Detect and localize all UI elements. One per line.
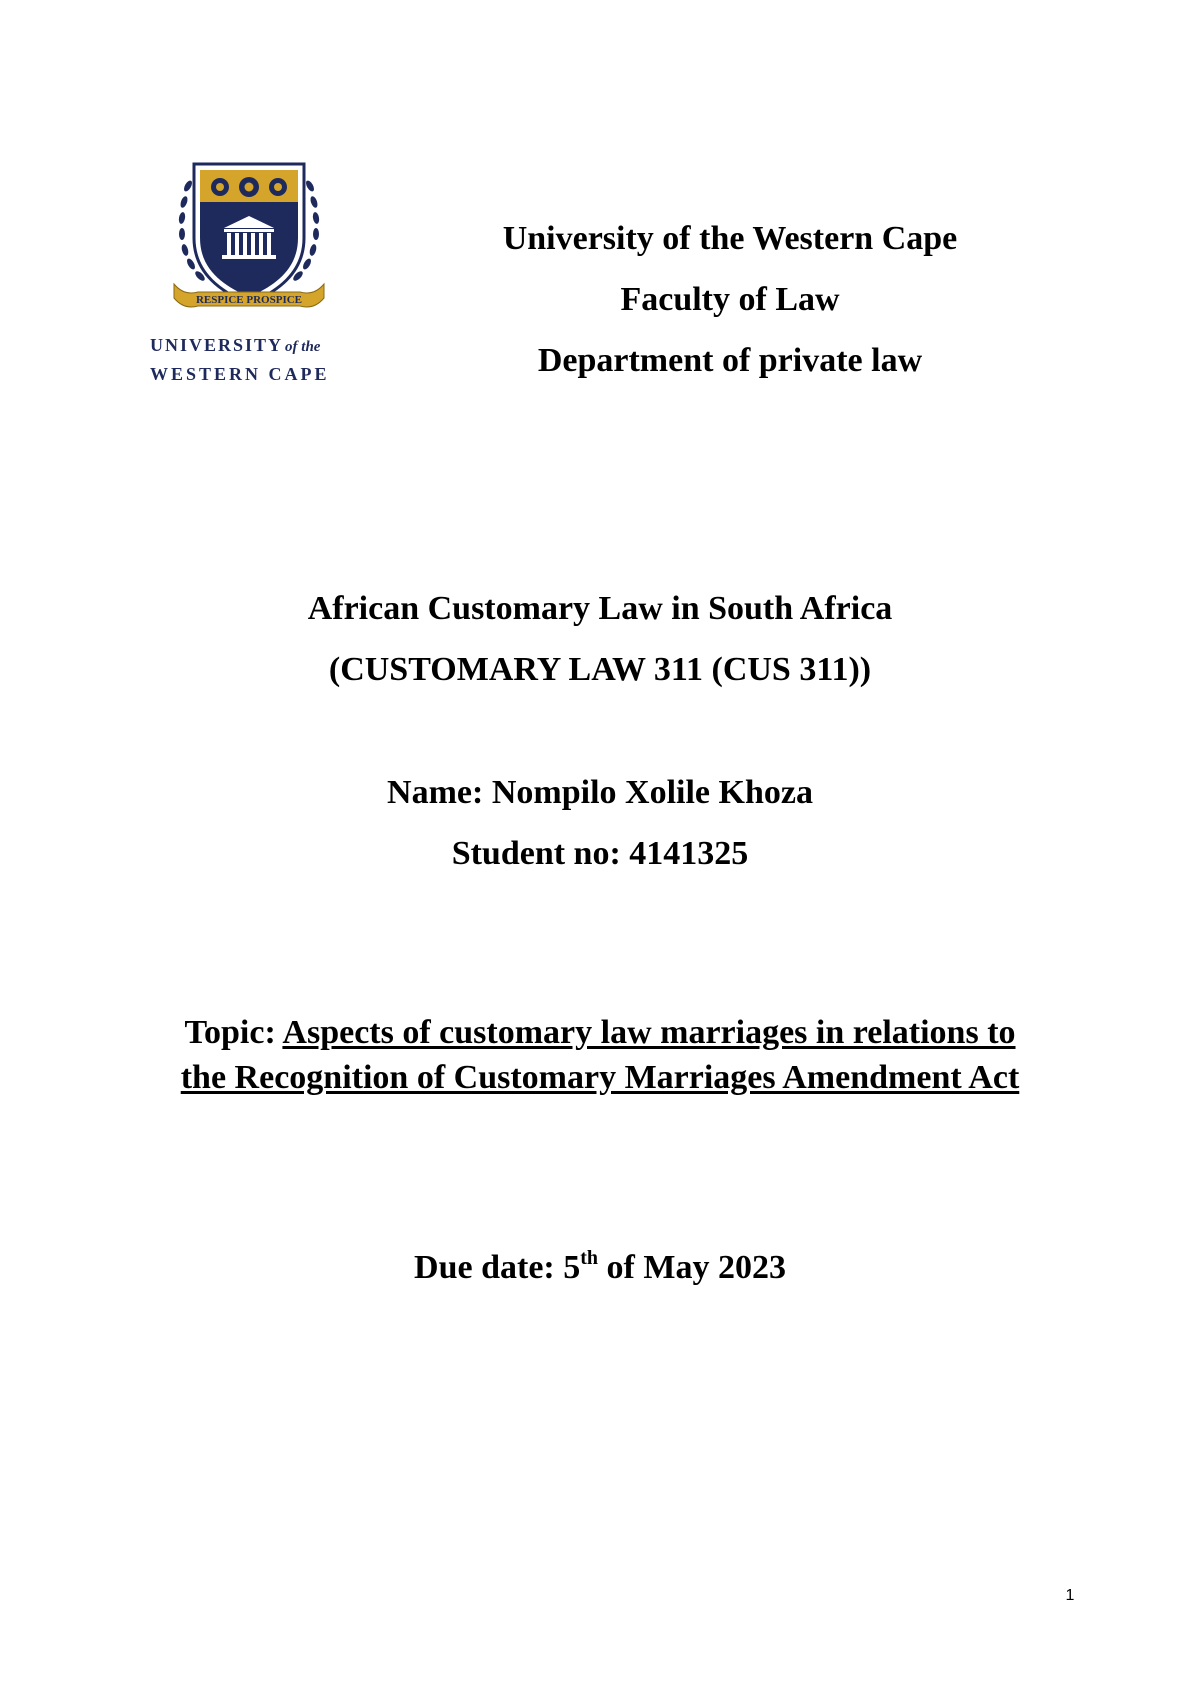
topic-block xyxy=(100,1010,1100,1100)
course-block xyxy=(100,578,1100,700)
wordmark-western-cape: WESTERN CAPE xyxy=(150,364,330,384)
due-date xyxy=(100,1245,1100,1290)
due-date-superscript: th xyxy=(580,1247,599,1269)
institution-header xyxy=(430,208,1030,391)
university-logo xyxy=(132,156,364,386)
motto-text: RESPICE PROSPICE xyxy=(195,294,303,306)
wordmark-ofthe: of the xyxy=(285,339,321,355)
department-name: Department of private law xyxy=(537,342,923,379)
student-name: Name: Nompilo Xolile Khoza xyxy=(387,774,813,811)
student-block xyxy=(100,762,1100,884)
page-number: 1 xyxy=(1065,1587,1075,1604)
due-date-rest: of May 2023 xyxy=(598,1249,786,1286)
wordmark-university: UNIVERSITY xyxy=(150,335,284,355)
due-date-label: Due date: 5 xyxy=(414,1249,581,1286)
topic-text-line1: Aspects of customary law marriages in relations to xyxy=(282,1014,1016,1051)
logo-wordmark xyxy=(150,332,365,388)
topic-label: Topic: xyxy=(184,1014,276,1051)
topic-text-line2: the Recognition of Customary Marriages Amendment Act xyxy=(180,1059,1020,1096)
course-title: African Customary Law in South Africa xyxy=(307,590,893,627)
faculty-name: Faculty of Law xyxy=(620,281,840,318)
student-number: Student no: 4141325 xyxy=(451,835,749,872)
university-name: University of the Western Cape xyxy=(502,220,958,257)
crest-icon xyxy=(164,156,334,328)
course-code: (CUSTOMARY LAW 311 (CUS 311)) xyxy=(328,651,872,688)
